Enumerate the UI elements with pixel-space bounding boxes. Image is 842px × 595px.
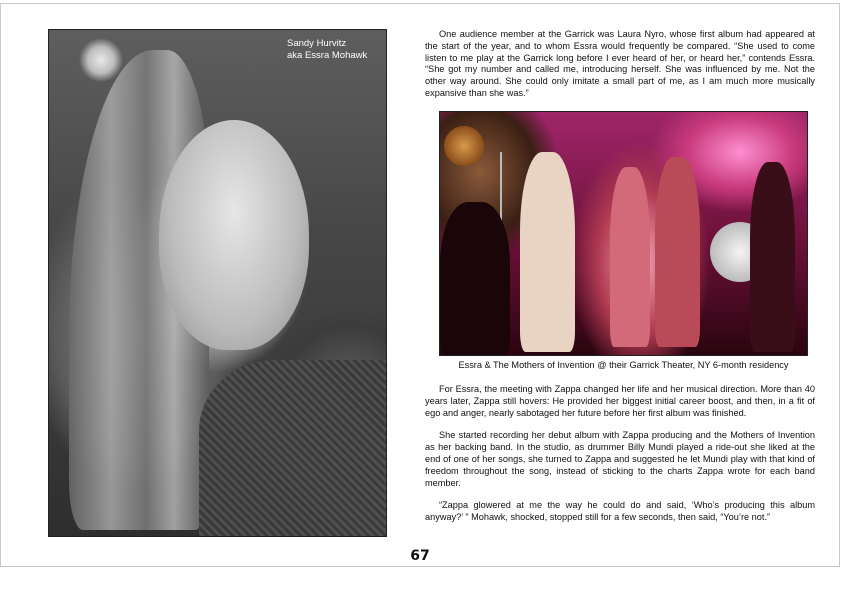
drummer-shape [750,162,795,352]
guitarist-shape [520,152,575,352]
stage-photo [439,111,808,356]
singer-shape [610,167,650,347]
portrait-photo [48,29,387,537]
article-paragraph: For Essra, the meeting with Zappa changed her life and her musical direction. More than 40 years later, Zappa still hovers: He provided her biggest initial career boost, and then, in a fit of ego and anger, nearly sabotaged her future before her first album was finished. [425,384,815,418]
portrait-caption-alias: aka Essra Mohawk [287,50,368,61]
article-text-bottom [425,384,815,524]
portrait-caption [287,38,383,62]
article-paragraph: One audience member at the Garrick was Laura Nyro, whose first album had appeared at the start of the year, and to whom Essra would frequently be compared. “She used to come listen to me play at the Garrick long before I ever heard of her, or heard her,” contends Essra. “She got my number and called me, introducing herself. She was influenced by me. Not the other way around. She could only imitate a small part of me, as I am much more musically expansive than she was.” [425,29,815,98]
article-paragraph: She started recording her debut album with Zappa producing and the Mothers of Invention as her backing band. In the studio, as drummer Billy Mundi played a ride-out she liked at the end of one of her songs, she turned to Zappa and suggested he let Mundi play with that kind of freedom throughout the song, instead of sticking to the charts Zappa wrote for each band member. [425,430,815,488]
page-number: 67 [410,548,430,564]
gong-shape [444,126,484,166]
portrait-face-shape [159,120,309,350]
article-text-top [425,29,815,100]
portrait-sweater-shape [199,360,387,537]
portrait-caption-name: Sandy Hurvitz [287,38,347,49]
stage-photo-caption: Essra & The Mothers of Invention @ their Garrick Theater, NY 6-month residency [458,360,789,370]
article-paragraph: “Zappa glowered at me the way he could do and said, ‘Who’s producing this album anyway?’ ” Mohawk, shocked, stopped still for a few seconds, then said, “You’re not.” [425,500,815,523]
band-member-shape [655,157,700,347]
amp-stack-shape [440,202,510,356]
